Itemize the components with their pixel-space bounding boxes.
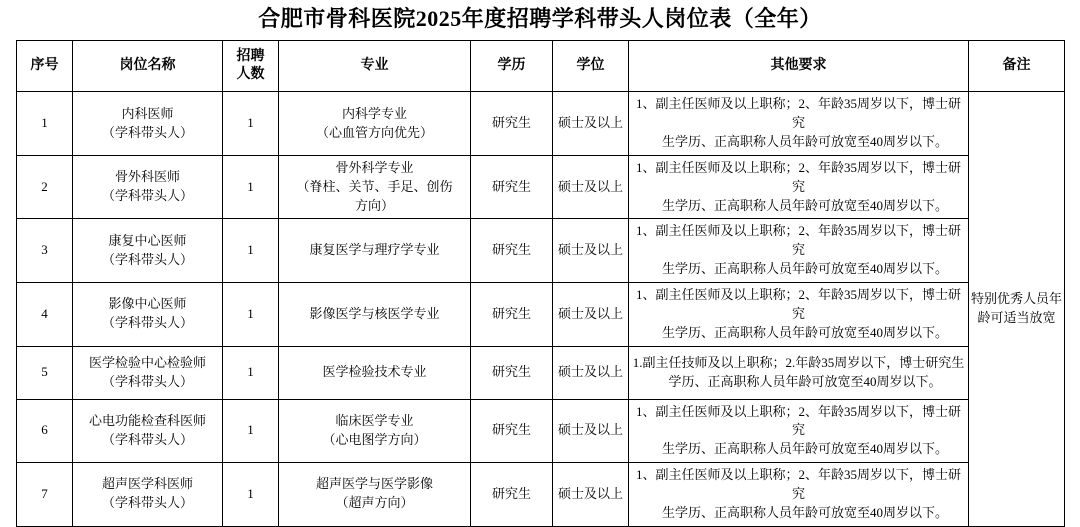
cell-other-line1: 1、副主任医师及以上职称；2、年龄35周岁以下，博士研究	[635, 286, 961, 321]
cell-major	[279, 346, 471, 399]
cell-education: 研究生	[471, 155, 553, 219]
cell-post	[73, 92, 223, 156]
cell-number: 1	[223, 463, 279, 527]
cell-major-sub: （脊柱、关节、手足、创伤	[296, 178, 453, 194]
table-row	[17, 282, 1065, 346]
cell-major	[279, 92, 471, 156]
cell-post-main: 医学检验中心检验师	[88, 354, 206, 370]
cell-number: 1	[223, 282, 279, 346]
table-row	[17, 346, 1065, 399]
cell-other	[629, 219, 969, 283]
cell-other	[629, 282, 969, 346]
header-major: 专业	[279, 41, 471, 92]
cell-remark-merged: 特别优秀人员年龄可适当放宽	[969, 92, 1065, 526]
cell-no: 7	[17, 463, 73, 527]
header-number-line2: 人数	[236, 67, 265, 83]
header-post: 岗位名称	[73, 41, 223, 92]
header-remark: 备注	[969, 41, 1065, 92]
cell-education: 研究生	[471, 92, 553, 156]
cell-post	[73, 346, 223, 399]
cell-post-main: 内科医师	[121, 105, 174, 121]
cell-no: 1	[17, 92, 73, 156]
cell-major-sub: （心血管方向优先）	[315, 124, 433, 140]
cell-post-sub: （学科带头人）	[101, 431, 193, 447]
table-header-row	[17, 41, 1065, 92]
cell-education: 研究生	[471, 463, 553, 527]
header-other: 其他要求	[629, 41, 969, 92]
header-number	[223, 41, 279, 92]
cell-degree: 硕士及以上	[553, 155, 629, 219]
cell-other-line2: 生学历、正高职称人员年龄可放宽至40周岁以下。	[661, 197, 948, 213]
cell-major	[279, 463, 471, 527]
cell-other	[629, 92, 969, 156]
cell-post-main: 康复中心医师	[108, 232, 187, 248]
cell-major	[279, 282, 471, 346]
header-number-line1: 招聘	[236, 49, 265, 65]
cell-other-line2: 生学历、正高职称人员年龄可放宽至40周岁以下。	[661, 324, 948, 340]
cell-other	[629, 399, 969, 463]
cell-other-line1: 1.副主任技师及以上职称；2.年龄35周岁以下，博士研究生	[632, 354, 965, 370]
table-row	[17, 463, 1065, 527]
cell-number: 1	[223, 92, 279, 156]
cell-other-line1: 1、副主任医师及以上职称；2、年龄35周岁以下，博士研究	[635, 403, 961, 438]
cell-post-main: 影像中心医师	[108, 296, 187, 312]
cell-no: 2	[17, 155, 73, 219]
cell-major-main: 骨外科学专业	[335, 159, 414, 175]
table-row	[17, 155, 1065, 219]
cell-degree: 硕士及以上	[553, 92, 629, 156]
cell-other	[629, 463, 969, 527]
cell-number: 1	[223, 155, 279, 219]
cell-degree: 硕士及以上	[553, 346, 629, 399]
cell-major-main: 内科学专业	[341, 105, 407, 121]
cell-other-line2: 生学历、正高职称人员年龄可放宽至40周岁以下。	[661, 504, 948, 520]
cell-other-line2: 生学历、正高职称人员年龄可放宽至40周岁以下。	[661, 134, 948, 150]
cell-major-sub: （超声方向）	[335, 495, 414, 511]
cell-number: 1	[223, 346, 279, 399]
cell-post	[73, 219, 223, 283]
cell-other-line2: 生学历、正高职称人员年龄可放宽至40周岁以下。	[661, 441, 948, 457]
cell-post-main: 超声医学科医师	[101, 476, 193, 492]
cell-major-main: 临床医学专业	[335, 412, 414, 428]
cell-other-line1: 1、副主任医师及以上职称；2、年龄35周岁以下，博士研究	[635, 223, 961, 258]
cell-post-sub: （学科带头人）	[101, 251, 193, 267]
cell-post-main: 心电功能检查科医师	[88, 412, 206, 428]
cell-education: 研究生	[471, 399, 553, 463]
table-row	[17, 92, 1065, 156]
cell-no: 5	[17, 346, 73, 399]
cell-education: 研究生	[471, 346, 553, 399]
cell-post-sub: （学科带头人）	[101, 373, 193, 389]
cell-post	[73, 463, 223, 527]
cell-post-sub: （学科带头人）	[101, 188, 193, 204]
cell-other	[629, 155, 969, 219]
cell-number: 1	[223, 219, 279, 283]
table-row	[17, 219, 1065, 283]
cell-no: 6	[17, 399, 73, 463]
cell-no: 4	[17, 282, 73, 346]
cell-post-sub: （学科带头人）	[101, 315, 193, 331]
cell-other-line1: 1、副主任医师及以上职称；2、年龄35周岁以下，博士研究	[635, 467, 961, 501]
cell-number: 1	[223, 399, 279, 463]
cell-degree: 硕士及以上	[553, 282, 629, 346]
cell-education: 研究生	[471, 219, 553, 283]
cell-other-line1: 1、副主任医师及以上职称；2、年龄35周岁以下，博士研究	[635, 159, 961, 194]
cell-major-main: 康复医学与理疗学专业	[309, 242, 440, 258]
header-degree: 学位	[553, 41, 629, 92]
header-education: 学历	[471, 41, 553, 92]
cell-post	[73, 282, 223, 346]
cell-major-sub: （心电图学方向）	[322, 431, 427, 447]
cell-no: 3	[17, 219, 73, 283]
cell-other-line2: 学历、正高职称人员年龄可放宽至40周岁以下。	[668, 373, 942, 389]
cell-major	[279, 219, 471, 283]
cell-post-sub: （学科带头人）	[101, 495, 193, 511]
cell-education: 研究生	[471, 282, 553, 346]
cell-major-sub2: 方向）	[354, 197, 394, 213]
cell-other-line2: 生学历、正高职称人员年龄可放宽至40周岁以下。	[661, 261, 948, 277]
cell-post-main: 骨外科医师	[114, 169, 180, 185]
cell-post	[73, 155, 223, 219]
cell-post-sub: （学科带头人）	[101, 124, 193, 140]
table-row	[17, 399, 1065, 463]
cell-post	[73, 399, 223, 463]
cell-degree: 硕士及以上	[553, 219, 629, 283]
cell-major	[279, 155, 471, 219]
cell-other-line1: 1、副主任医师及以上职称；2、年龄35周岁以下，博士研究	[635, 96, 961, 131]
cell-major-main: 超声医学与医学影像	[315, 476, 433, 492]
cell-other	[629, 346, 969, 399]
header-no: 序号	[17, 41, 73, 92]
cell-major-main: 医学检验技术专业	[322, 364, 427, 380]
page-title: 合肥市骨科医院2025年度招聘学科带头人岗位表（全年）	[258, 6, 822, 31]
cell-major-main: 影像医学与核医学专业	[309, 305, 440, 321]
recruitment-table	[16, 40, 1065, 526]
cell-degree: 硕士及以上	[553, 399, 629, 463]
cell-major	[279, 399, 471, 463]
cell-degree: 硕士及以上	[553, 463, 629, 527]
